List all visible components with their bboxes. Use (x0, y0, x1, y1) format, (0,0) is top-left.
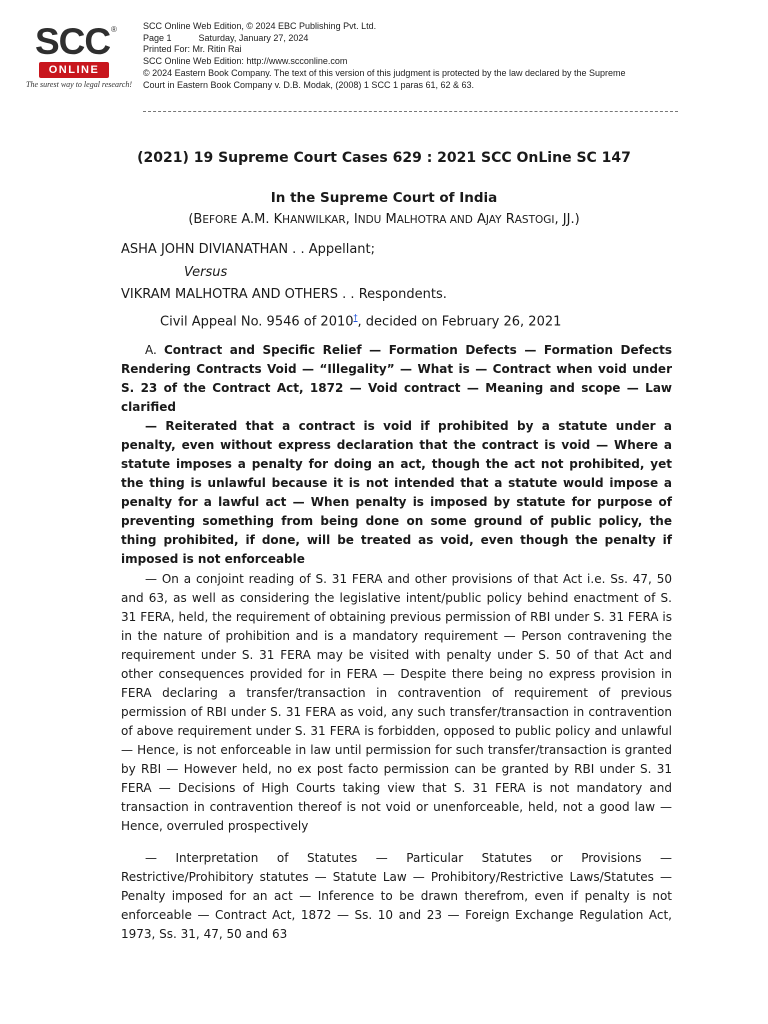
page-label: Page 1 (143, 32, 172, 43)
scc-online-logo (26, 22, 134, 94)
logo-tagline: The surest way to legal research! (26, 80, 132, 89)
case-citation: (2021) 19 Supreme Court Cases 629 : 2021 SCC OnLine SC 147 (137, 150, 631, 166)
headnote-a-label: A. (145, 343, 157, 357)
court-name: In the Supreme Court of India (270, 190, 498, 206)
bench-line: (BEFORE A.M. KHANWILKAR, INDU MALHOTRA AND AJAY RASTOGI, JJ.) (188, 212, 580, 227)
printed-for: Printed For: Mr. Ritin Rai (143, 44, 242, 55)
print-metadata (143, 21, 643, 91)
footnote-link[interactable]: † (353, 313, 358, 322)
versus-label: Versus (184, 265, 228, 280)
headnote-a-text: Contract and Specific Relief — Formation Defects — Formation Defects Rendering Contracts Void — “Illegality” — What is — Contract when void under S. 23 of the Contract Act, 1872 — Void contract — Meaning and scope — Law clarified (121, 343, 672, 414)
decision-date: , decided on February 26, 2021 (357, 314, 562, 330)
header-divider (143, 111, 678, 112)
edition-line: SCC Online Web Edition, © 2024 EBC Publishing Pvt. Ltd. (143, 21, 377, 31)
headnote-interpretation: — Interpretation of Statutes — Particular Statutes or Provisions — Restrictive/Prohibitory statutes — Statute Law — Prohibitory/Restrictive Laws/Statutes — Penalty imposed for an act — Inference to be drawn therefrom, even if penalty is not enforceable — Contract Act, 1872 — Ss. 10 and 23 — Foreign Exchange Regulation Act, 1973, Ss. 31, 47, 50 and 63 (121, 851, 672, 941)
logo-brand: SCC (35, 21, 111, 62)
web-edition-link[interactable]: SCC Online Web Edition: http://www.scconline.com (143, 56, 348, 67)
page-date: Saturday, January 27, 2024 (198, 32, 309, 43)
page-line (143, 33, 643, 45)
appeal-line (160, 313, 561, 329)
logo-registered-mark: ® (111, 25, 117, 34)
respondents-line: VIKRAM MALHOTRA AND OTHERS . . Respondents. (121, 287, 447, 302)
logo-online-badge: ONLINE (39, 62, 109, 78)
headnote-a-sub: — Reiterated that a contract is void if prohibited by a statute under a penalty, even without express declaration that the contract is void — Where a statute imposes a penalty for doing an act, though the act not prohibited, yet the thing is unlawful because it is not intended that a statute would impose a penalty for a lawful act — When penalty is imposed by statute for purpose of preventing something from being done on some ground of public policy, the thing prohibited, if done, will be treated as void, even though the penalty if imposed is not enforceable (121, 419, 672, 566)
headnote-a (121, 341, 672, 417)
headnote-conjoint: — On a conjoint reading of S. 31 FERA and other provisions of that Act i.e. Ss. 47, 50 and 63, as well as considering the legislative intent/public policy behind enactment of S. 31 FERA, held, the requirement of obtaining previous permission of RBI under S. 31 FERA is in the nature of prohibition and is a mandatory requirement — Person contravening the requirement under S. 31 FERA may be visited with penalty under S. 50 of that Act and other consequences provided for in FERA — Despite there being no express provision in FERA declaring a transfer/transaction in contravention of requirement of previous permission of RBI under S. 31 FERA as void, any such transfer/transaction in contravention of above requirement under S. 31 FERA is forbidden, opposed to public policy and unlawful — Hence, is not enforceable in law until permission for such transfer/transaction is granted by RBI — However held, no ex post facto permission can be granted by RBI under S. 31 FERA — Decisions of High Courts taking view that S. 31 FERA is not mandatory and transaction in contravention thereof is not void or unenforceable, held, not a good law — Hence, overruled prospectively (121, 572, 672, 833)
appellant-line: ASHA JOHN DIVIANATHAN . . Appellant; (121, 242, 376, 257)
copyright-notice: © 2024 Eastern Book Company. The text of this version of this judgment is protected by the law declared by the Supreme Court in Eastern Book Company v. D.B. Modak, (2008) 1 SCC 1 paras 61, 62 & 63. (143, 67, 626, 90)
appeal-number: Civil Appeal No. 9546 of 2010 (160, 314, 354, 330)
